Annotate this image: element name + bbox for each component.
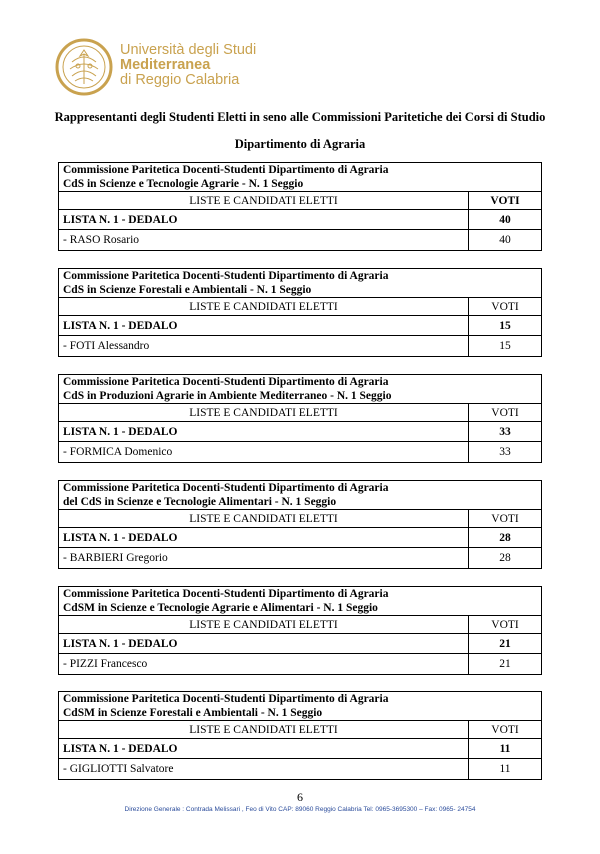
university-seal-icon	[55, 38, 113, 96]
commission-line-2: CdS in Scienze e Tecnologie Agrarie - N. 1 Seggio	[63, 178, 304, 190]
candidate-name: - FORMICA Domenico	[59, 442, 469, 463]
candidate-votes: 28	[469, 548, 542, 569]
commission-table	[58, 480, 542, 569]
votes-column-header: VOTI	[469, 298, 542, 316]
commission-line-2: CdS in Scienze Forestali e Ambientali - N. 1 Seggio	[63, 284, 312, 296]
candidate-name: - RASO Rosario	[59, 230, 469, 251]
votes-column-header: VOTI	[469, 404, 542, 422]
commission-header	[59, 163, 542, 192]
commission-table	[58, 586, 542, 675]
footer-address: Direzione Generale : Contrada Melissari , Feo di Vito CAP: 89060 Reggio Calabria Tel: 0965-3695300 – Fax: 0965- 24754	[124, 806, 476, 813]
commission-header	[59, 692, 542, 721]
page-number: 6	[297, 790, 303, 804]
commission-table	[58, 691, 542, 780]
commission-line-1: Commissione Paritetica Docenti-Studenti Dipartimento di Agraria	[63, 376, 389, 388]
document-title: Rappresentanti degli Studenti Eletti in seno alle Commissioni Paritetiche dei Corsi di Studio	[54, 110, 546, 124]
list-name: LISTA N. 1 - DEDALO	[59, 210, 469, 230]
lists-column-header: LISTE E CANDIDATI ELETTI	[59, 721, 469, 739]
list-votes: 33	[469, 422, 542, 442]
commission-line-2: CdSM in Scienze e Tecnologie Agrarie e Alimentari - N. 1 Seggio	[63, 602, 378, 614]
list-votes: 11	[469, 739, 542, 759]
commission-header	[59, 375, 542, 404]
commission-line-1: Commissione Paritetica Docenti-Studenti Dipartimento di Agraria	[63, 588, 389, 600]
list-name: LISTA N. 1 - DEDALO	[59, 528, 469, 548]
candidate-name: - GIGLIOTTI Salvatore	[59, 759, 469, 780]
commission-line-1: Commissione Paritetica Docenti-Studenti Dipartimento di Agraria	[63, 482, 389, 494]
list-name: LISTA N. 1 - DEDALO	[59, 634, 469, 654]
logo-line-1: Università degli Studi	[120, 42, 257, 58]
university-logo	[55, 38, 255, 96]
votes-column-header: VOTI	[469, 721, 542, 739]
department-title: Dipartimento di Agraria	[234, 137, 366, 151]
commission-line-2: CdS in Produzioni Agrarie in Ambiente Mediterraneo - N. 1 Seggio	[63, 390, 392, 402]
candidate-votes: 11	[469, 759, 542, 780]
commission-line-1: Commissione Paritetica Docenti-Studenti Dipartimento di Agraria	[63, 164, 389, 176]
commission-line-2: CdSM in Scienze Forestali e Ambientali - N. 1 Seggio	[63, 707, 323, 719]
candidate-name: - BARBIERI Gregorio	[59, 548, 469, 569]
commission-table	[58, 162, 542, 251]
commission-line-2: del CdS in Scienze e Tecnologie Alimentari - N. 1 Seggio	[63, 496, 337, 508]
commission-header	[59, 481, 542, 510]
lists-column-header: LISTE E CANDIDATI ELETTI	[59, 616, 469, 634]
list-votes: 15	[469, 316, 542, 336]
candidate-name: - PIZZI Francesco	[59, 654, 469, 675]
votes-column-header: VOTI	[469, 616, 542, 634]
commission-table	[58, 374, 542, 463]
list-votes: 40	[469, 210, 542, 230]
commission-line-1: Commissione Paritetica Docenti-Studenti Dipartimento di Agraria	[63, 693, 389, 705]
commission-table	[58, 268, 542, 357]
commission-header	[59, 587, 542, 616]
candidate-name: - FOTI Alessandro	[59, 336, 469, 357]
list-name: LISTA N. 1 - DEDALO	[59, 739, 469, 759]
list-name: LISTA N. 1 - DEDALO	[59, 316, 469, 336]
commission-header	[59, 269, 542, 298]
candidate-votes: 21	[469, 654, 542, 675]
votes-column-header: VOTI	[469, 192, 542, 210]
lists-column-header: LISTE E CANDIDATI ELETTI	[59, 192, 469, 210]
candidate-votes: 40	[469, 230, 542, 251]
list-votes: 21	[469, 634, 542, 654]
commission-line-1: Commissione Paritetica Docenti-Studenti Dipartimento di Agraria	[63, 270, 389, 282]
lists-column-header: LISTE E CANDIDATI ELETTI	[59, 404, 469, 422]
lists-column-header: LISTE E CANDIDATI ELETTI	[59, 510, 469, 528]
lists-column-header: LISTE E CANDIDATI ELETTI	[59, 298, 469, 316]
logo-line-2: Mediterranea	[120, 57, 211, 73]
list-name: LISTA N. 1 - DEDALO	[59, 422, 469, 442]
logo-line-3: di Reggio Calabria	[120, 72, 240, 88]
votes-column-header: VOTI	[469, 510, 542, 528]
list-votes: 28	[469, 528, 542, 548]
candidate-votes: 15	[469, 336, 542, 357]
candidate-votes: 33	[469, 442, 542, 463]
